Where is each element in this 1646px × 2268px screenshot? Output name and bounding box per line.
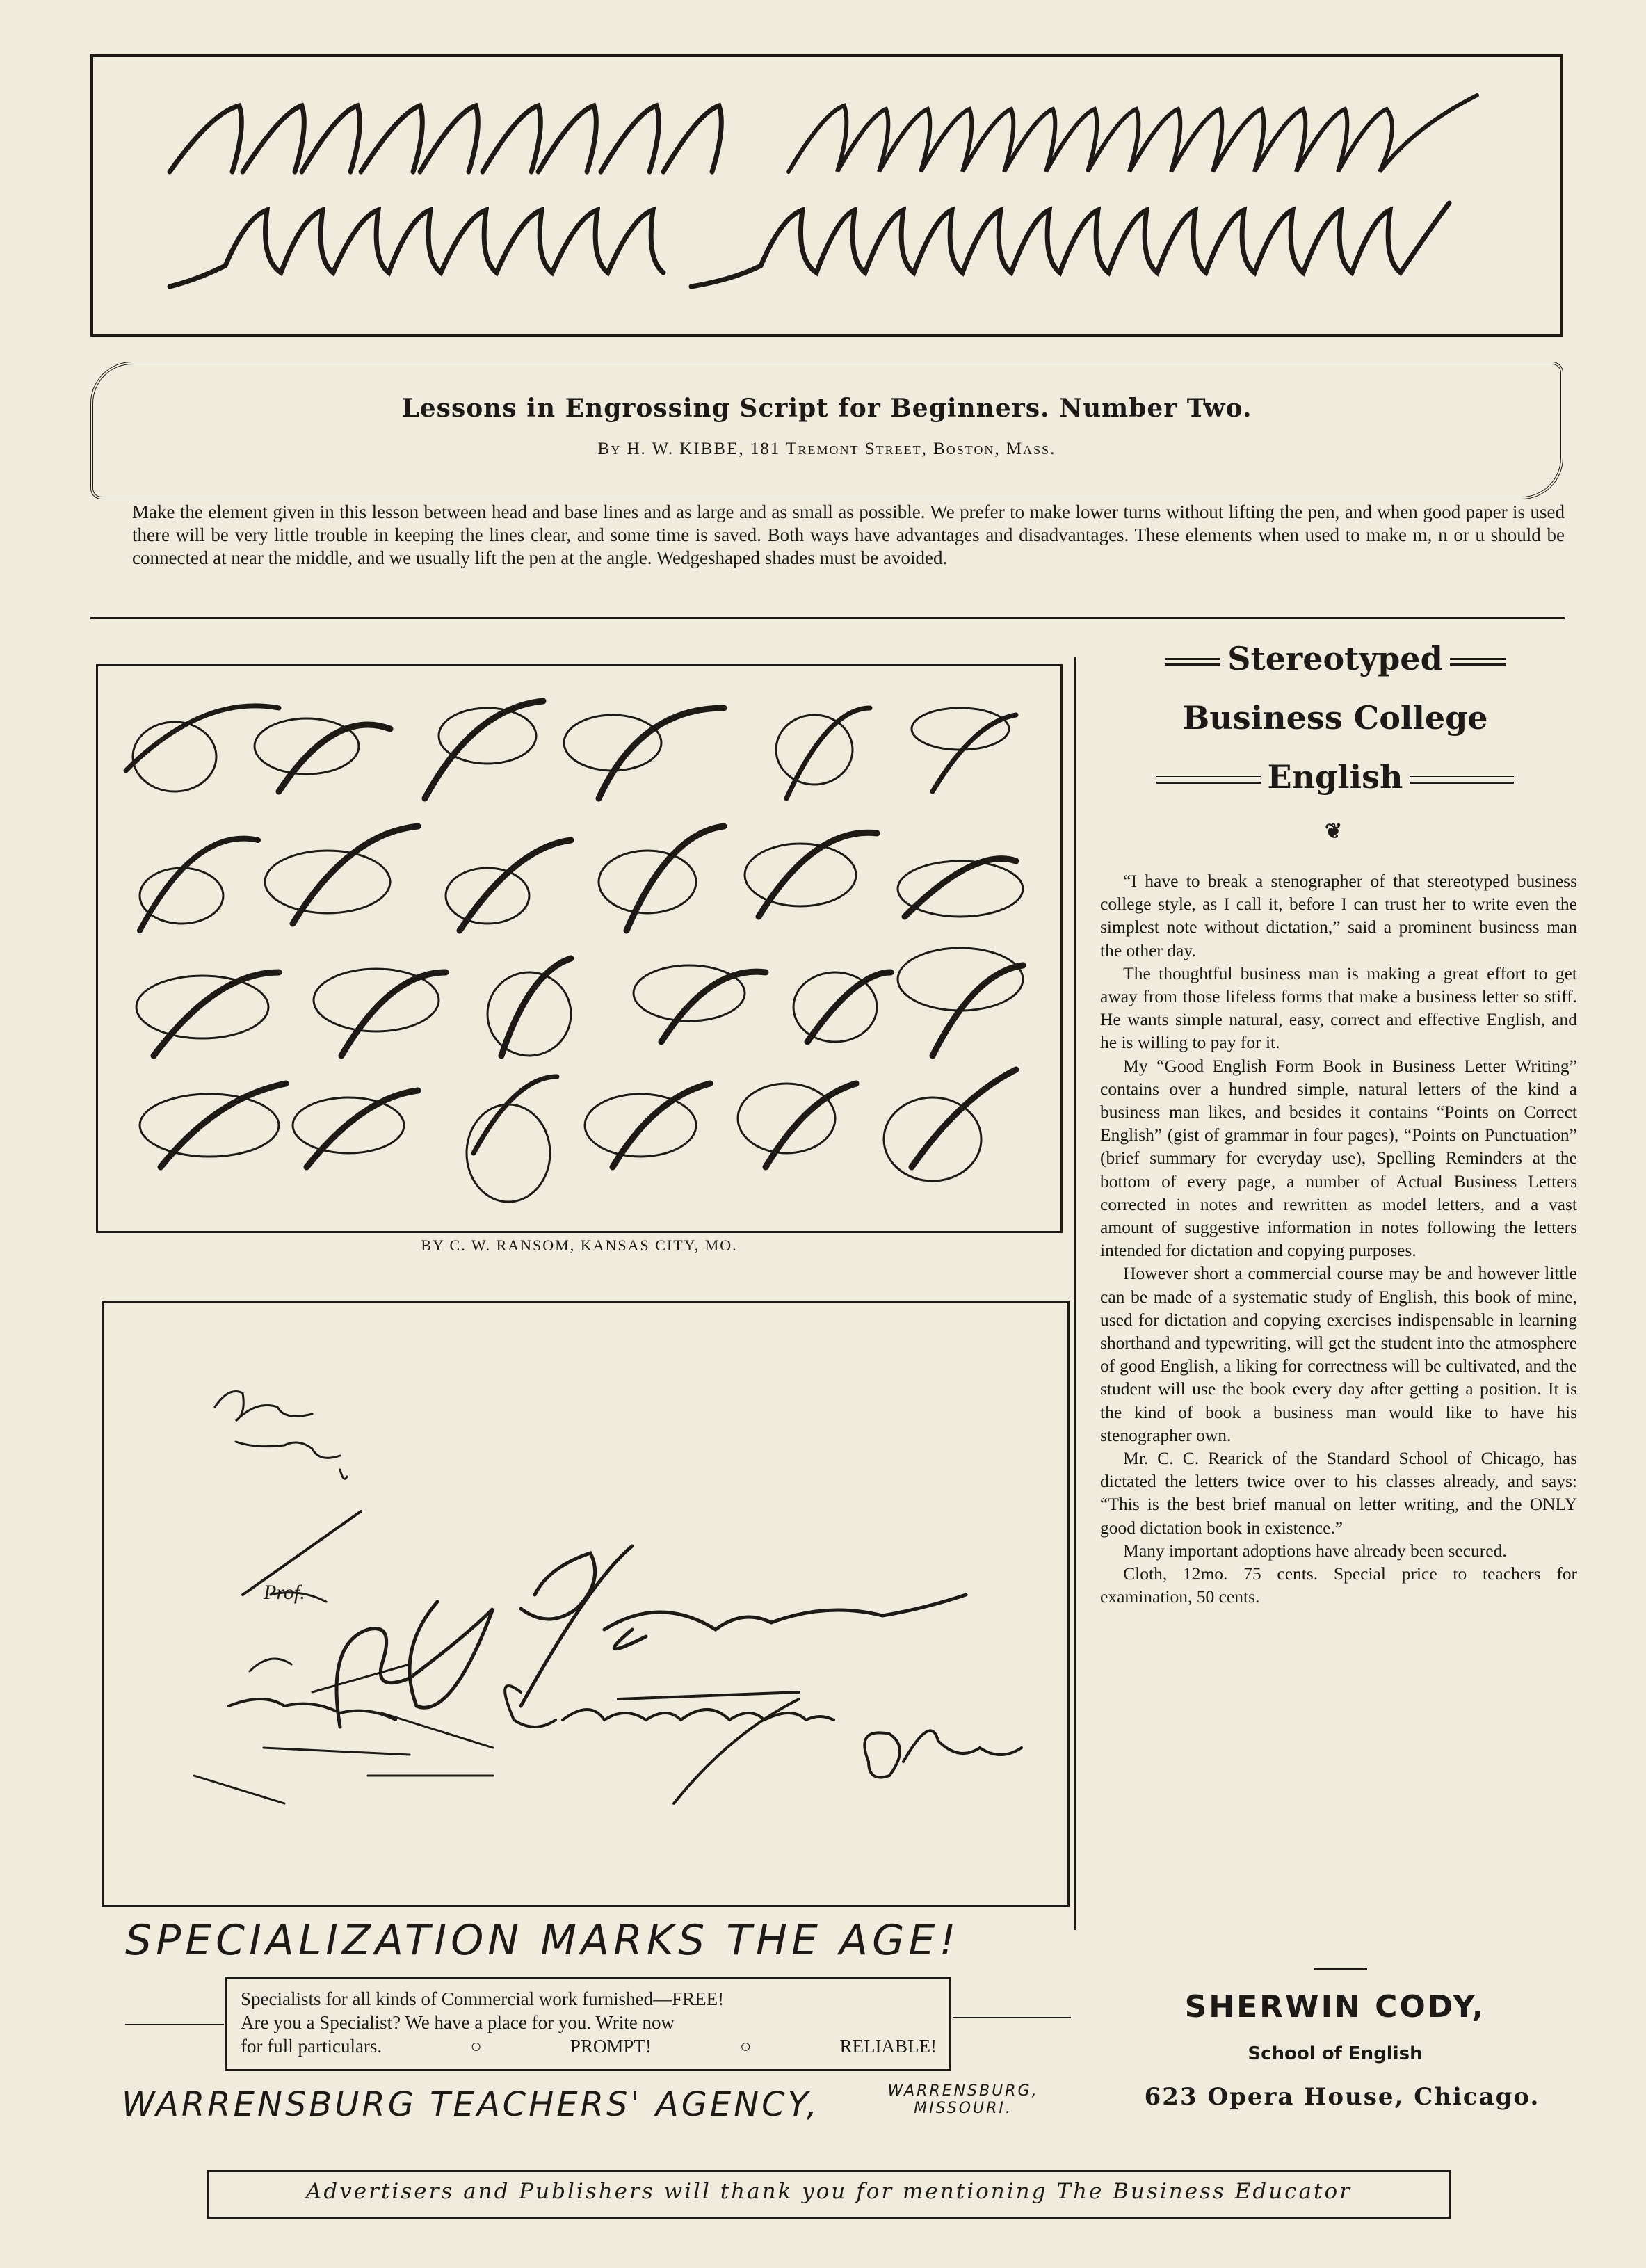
heading-rule-left (1156, 776, 1261, 784)
signature-title: Prof. (264, 1581, 305, 1604)
column-paragraph: Cloth, 12mo. 75 cents. Special price to teachers for examination, 50 cents. (1100, 1563, 1577, 1607)
ad-rule-right (953, 2017, 1071, 2018)
heading-rule-right (1450, 658, 1506, 666)
specialists-ad-box (225, 1977, 951, 2071)
agency-state: MISSOURI. (914, 2100, 1012, 2117)
circle-bullet-icon: ○ (740, 2036, 752, 2057)
short-divider (1314, 1968, 1367, 1970)
leaf-ornament-icon: ❦ (1325, 820, 1343, 843)
column-paragraph: However short a commercial course may be and however little can be made of a systematic study of English, this book of mine, used for dictation and copying exercises indispensable in learning shorthand and typewriting, will get the student into the atmosphere of good English, a liking for correctness will be cultivated, and the student will use the book every day after getting a position. It is the kind of book a business man would like to have his stenographer own. (1100, 1263, 1577, 1445)
column-paragraph: My “Good English Form Book in Business Letter Writing” contains over a hundred simple, natural letters of the kind a business man likes, and besides it contains “Points on Correct English” (gist of grammar in four pages), “Points on Punctuation” (brief summary for everyday use), Spelling Reminders at the bottom of every page, a number of Actual Business Letters corrected in notes and rewritten as model letters, and a vast amount of suggestive information in notes following the letters intended for dictation and copying purposes. (1100, 1055, 1577, 1261)
lesson-title: Lessons in Engrossing Script for Beginners. Number Two. (401, 394, 1252, 423)
lesson-instructions: Make the element given in this lesson between head and base lines and as large and as small as possible. We prefer to make lower turns without lifting the pen, and when good paper is used there will be very little trouble in keeping the lines clear, and some time is saved. Both ways have advantages and disadvantages. These elements when used to make m, n or u should be connected at near the middle, and we usually lift the pen at the angle. Wedgeshaped shades must be avoided. (132, 501, 1565, 568)
element-strokes-illustration (93, 57, 1555, 328)
ad-line-1: Specialists for all kinds of Commercial work furnished—FREE! (241, 1988, 725, 2009)
agency-name: WARRENSBURG TEACHERS' AGENCY, (122, 2085, 821, 2124)
ornamental-capitals-box (96, 664, 1063, 1233)
column-paragraph: The thoughtful business man is making a great effort to get away from those lifeless forms that make a business letter so stiff. He wants simple natural, easy, correct and effective English, and he is willing to pay for it. (1100, 963, 1577, 1053)
circle-bullet-icon: ○ (470, 2036, 482, 2057)
column-heading-3-text: English (1267, 758, 1403, 796)
column-divider (1074, 657, 1076, 1930)
ad-rule-left (125, 2024, 224, 2025)
specialization-headline: SPECIALIZATION MARKS THE AGE! (125, 1916, 960, 1965)
footer-banner (207, 2170, 1451, 2219)
section-divider (90, 617, 1565, 619)
lesson-byline: By H. W. KIBBE, 181 Tremont Street, Boston, Mass. (597, 440, 1056, 458)
advertiser-address: 623 Opera House, Chicago. (1144, 2083, 1540, 2111)
column-body (1100, 869, 1577, 1609)
ad-line-2: Are you a Specialist? We have a place for you. Write now (241, 2012, 675, 2033)
heading-rule-right (1410, 776, 1514, 784)
ad-line-3-particulars: for full particulars. (241, 2036, 382, 2057)
column-paragraph: “I have to break a stenographer of that stereotyped business college style, as I call it, before I can trust her to write even the simplest note without dictation,” said a prominent business man the other day. (1100, 871, 1577, 960)
ad-line-3-prompt: PROMPT! (570, 2036, 652, 2057)
ornamental-capitals-illustration (98, 666, 1060, 1231)
ad-line-3-reliable: RELIABLE! (839, 2036, 937, 2057)
agency-location (866, 2082, 1060, 2117)
column-heading-2: Business College (1182, 699, 1488, 737)
column-paragraph: Mr. C. C. Rearick of the Standard School of Chicago, has dictated the letters twice over to his classes already, and says: “This is the best brief manual on letter writing, and the ONLY good dictation book in existence.” (1100, 1448, 1577, 1538)
heading-rule-left (1165, 658, 1220, 666)
column-heading-1-text: Stereotyped (1227, 640, 1443, 677)
column-heading-1 (1099, 640, 1572, 677)
element-practice-box (90, 54, 1563, 337)
lesson-header-box (90, 362, 1563, 499)
signature-specimen-box (102, 1301, 1070, 1907)
column-heading-3 (1099, 758, 1572, 796)
footer-text: Advertisers and Publishers will thank you for mentioning The Business Educator (306, 2179, 1352, 2204)
capitals-credit: BY C. W. RANSOM, KANSAS CITY, MO. (421, 1237, 738, 1254)
advertiser-name: SHERWIN CODY, (1184, 1989, 1486, 2025)
agency-city: WARRENSBURG, (887, 2082, 1039, 2100)
advertiser-school: School of English (1248, 2043, 1423, 2064)
column-paragraph: Many important adoptions have already been secured. (1123, 1540, 1507, 1561)
